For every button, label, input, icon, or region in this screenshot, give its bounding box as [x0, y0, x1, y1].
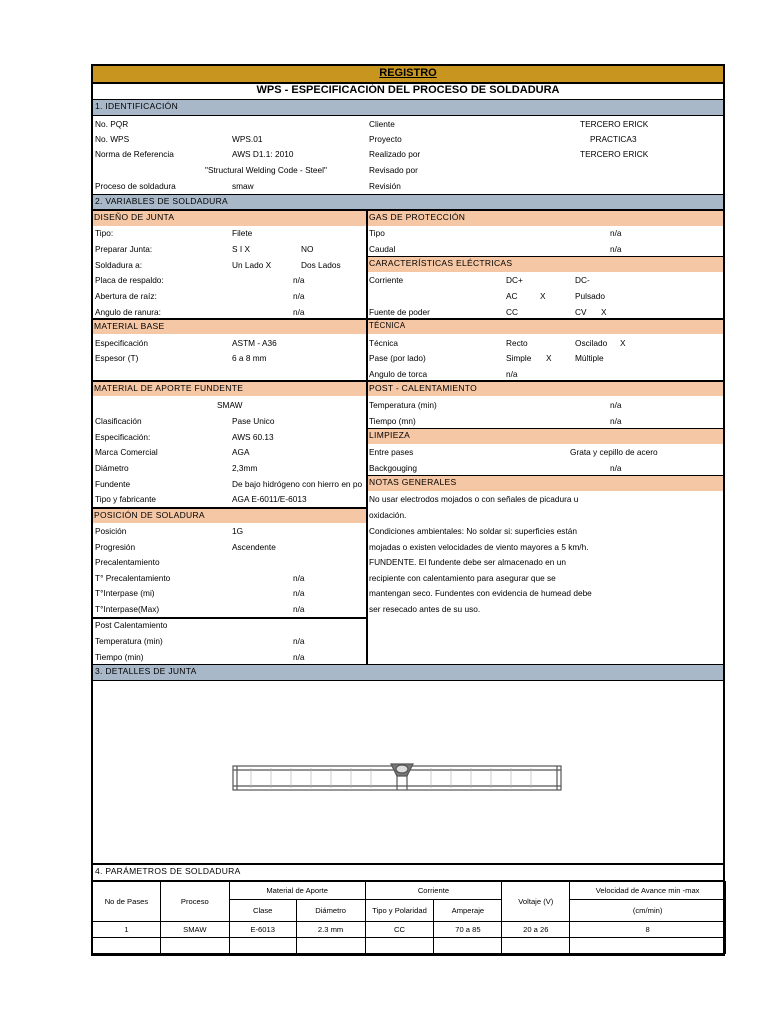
posicion-label: Posición [95, 526, 127, 536]
back-value: n/a [610, 463, 622, 473]
tinter-min-value: n/a [293, 588, 305, 598]
simple: Simple [506, 353, 532, 363]
cv-x: X [601, 307, 607, 317]
wps-form [91, 64, 725, 956]
nota-line: recipiente con calentamiento para asegurar que se [369, 573, 556, 583]
precal-label: Precalentamiento [95, 557, 160, 567]
nota-line: oxidación. [369, 510, 407, 520]
th-pases: No de Pases [93, 882, 161, 922]
tprecal-value: n/a [293, 573, 305, 583]
norma-value: AWS D1.1: 2010 [232, 149, 294, 159]
cell-clase: E-6013 [229, 922, 296, 938]
corriente-label: Corriente [369, 275, 404, 285]
page-title: WPS - ESPECIFICACIÓN DEL PROCESO DE SOLDADURA [256, 84, 560, 96]
espesor-value: 6 a 8 mm [232, 353, 267, 363]
proyecto-value: PRACTICA3 [590, 134, 637, 144]
soldadura-v2: Dos Lados [301, 260, 341, 270]
proceso-value: smaw [232, 181, 254, 191]
cc-label: CC [506, 307, 518, 317]
tipo-fabricante-label: Tipo y fabricante [95, 494, 157, 504]
cell-tipo: CC [365, 922, 434, 938]
parametros-table [92, 881, 726, 954]
subsection-diseno: DISEÑO DE JUNTA [93, 210, 366, 226]
caudal-label: Caudal [369, 244, 396, 254]
cell-pases: 1 [93, 922, 161, 938]
revision-label: Revisión [369, 181, 401, 191]
cliente-label: Cliente [369, 119, 395, 129]
mb-espec-label: Especificación [95, 338, 149, 348]
espesor-label: Espesor (T) [95, 353, 139, 363]
multiple: Múltiple [575, 353, 604, 363]
caudal-value: n/a [610, 244, 622, 254]
section-detalles: 3. DETALLES DE JUNTA [93, 664, 723, 681]
angulo-torca-value: n/a [506, 369, 518, 379]
subsection-tecnica: TÉCNICA [368, 318, 723, 334]
subsection-gas: GAS DE PROTECCIÓN [368, 210, 723, 226]
oscilado-x: X [620, 338, 626, 348]
diametro-value: 2,3mm [232, 463, 258, 473]
cell-voltaje: 20 a 26 [502, 922, 570, 938]
tinter-max-label: T°Interpase(Max) [95, 604, 160, 614]
dc-plus: DC+ [506, 275, 523, 285]
realizado-label: Realizado por [369, 149, 421, 159]
pc-temp-value: n/a [293, 636, 305, 646]
norma-label: Norma de Referencia [95, 149, 174, 159]
table-row [93, 922, 726, 938]
th-velocidad: Velocidad de Avance min -max [570, 882, 726, 900]
entre-value: Grata y cepillo de acero [570, 447, 658, 457]
nota-line: mojadas o existen velocidades de viento mayores a 5 km/h. [369, 542, 589, 552]
mb-espec-value: ASTM - A36 [232, 338, 277, 348]
pc-tiempo-value: n/a [293, 652, 305, 662]
fundente-value: De bajo hidrógeno con hierro en po [232, 479, 363, 489]
cliente-value: TERCERO ERICK [580, 119, 649, 129]
nota-line: Condiciones ambientales: No soldar si: superficies están [369, 526, 577, 536]
abertura-value: n/a [293, 291, 305, 301]
th-diametro: Diámetro [296, 900, 365, 922]
post-tiempo-label: Tiempo (mn) [369, 416, 416, 426]
no-wps-label: No. WPS [95, 134, 130, 144]
preparar-no: NO [301, 244, 314, 254]
progresion-label: Progresión [95, 542, 136, 552]
tipo-label: Tipo: [95, 228, 114, 238]
cell-proceso: SMAW [160, 922, 229, 938]
angulo-value: n/a [293, 307, 305, 317]
norma-value-2: "Structural Welding Code - Steel" [205, 165, 327, 175]
entre-label: Entre pases [369, 447, 414, 457]
marca-label: Marca Comercial [95, 447, 158, 457]
aporte-smaw: SMAW [217, 400, 243, 410]
no-pqr-label: No. PQR [95, 119, 129, 129]
post-tiempo-value: n/a [610, 416, 622, 426]
subsection-material-base: MATERIAL BASE [93, 318, 366, 334]
gas-tipo-value: n/a [610, 228, 622, 238]
tprecal-label: T° Precalentamiento [95, 573, 171, 583]
section-parametros: 4. PARÁMETROS DE SOLDADURA [93, 865, 723, 881]
placa-label: Placa de respaldo: [95, 275, 164, 285]
cell-amperaje: 70 a 85 [434, 922, 502, 938]
ap-espec-value: AWS 60.13 [232, 432, 274, 442]
section-variables: 2. VARIABLES DE SOLDADURA [93, 194, 723, 210]
cv-label: CV [575, 307, 587, 317]
ac-label: AC [506, 291, 518, 301]
preparar-si: S I X [232, 244, 250, 254]
subsection-notas: NOTAS GENERALES [368, 475, 723, 491]
nota-line: ser resecado antes de su uso. [369, 604, 481, 614]
section-identificacion: 1. IDENTIFICACIÓN [93, 99, 723, 116]
soldadura-v1: Un Lado X [232, 260, 272, 270]
th-corriente: Corriente [365, 882, 502, 900]
ap-espec-label: Especificación: [95, 432, 151, 442]
realizado-value: TERCERO ERICK [580, 149, 649, 159]
diametro-label: Diámetro [95, 463, 129, 473]
th-proceso: Proceso [160, 882, 229, 922]
clasif-value: Pase Unico [232, 416, 275, 426]
th-tipo: Tipo y Polaridad [365, 900, 434, 922]
tinter-min-label: T°Interpase (mi) [95, 588, 155, 598]
ac-x: X [540, 291, 546, 301]
fundente-label: Fundente [95, 479, 131, 489]
pc-tiempo-label: Tiempo (min) [95, 652, 144, 662]
nota-line: FUNDENTE. El fundente debe ser almacenado en un [369, 557, 566, 567]
marca-value: AGA [232, 447, 250, 457]
tipo-value: Filete [232, 228, 253, 238]
preparar-label: Preparar Junta: [95, 244, 153, 254]
oscilado: Oscilado [575, 338, 608, 348]
registro-bar [93, 66, 723, 82]
post-temp-value: n/a [610, 400, 622, 410]
th-cmmin: (cm/min) [570, 900, 726, 922]
back-label: Backgouging [369, 463, 417, 473]
registro-title: REGISTRO [379, 67, 437, 79]
tinter-max-value: n/a [293, 604, 305, 614]
fuente-label: Fuente de poder [369, 307, 430, 317]
post-temp-label: Temperatura (min) [369, 400, 437, 410]
revisado-label: Revisado por [369, 165, 418, 175]
subsection-posicion: POSICIÓN DE SOLADURA [93, 507, 366, 523]
progresion-value: Ascendente [232, 542, 276, 552]
pase-label: Pase (por lado) [369, 353, 426, 363]
tecnica-label: Técnica [369, 338, 399, 348]
pc-temp-label: Temperatura (min) [95, 636, 163, 646]
cell-diametro: 2.3 mm [296, 922, 365, 938]
soldadura-label: Soldadura a: [95, 260, 143, 270]
no-wps-value: WPS.01 [232, 134, 263, 144]
subsection-aporte: MATERIAL DE APORTE FUNDENTE [93, 380, 366, 396]
subsection-electricas: CARACTERÍSTICAS ELÉCTRICAS [368, 256, 723, 272]
placa-value: n/a [293, 275, 305, 285]
abertura-label: Abertura de raíz: [95, 291, 157, 301]
joint-drawing [231, 760, 565, 800]
angulo-label: Angulo de ranura: [95, 307, 161, 317]
nota-line: mantengan seco. Fundentes con evidencia de humead debe [369, 588, 592, 598]
cell-velocidad: 8 [570, 922, 726, 938]
table-row [93, 938, 726, 954]
posicion-value: 1G [232, 526, 244, 536]
th-material: Material de Aporte [229, 882, 365, 900]
proceso-label: Proceso de soldadura [95, 181, 176, 191]
tipo-fabricante-value: AGA E-6011/E-6013 [232, 494, 307, 504]
th-voltaje: Voltaje (V) [502, 882, 570, 922]
pulsado: Pulsado [575, 291, 605, 301]
subsection-limpieza: LIMPIEZA [368, 428, 723, 444]
proyecto-label: Proyecto [369, 134, 402, 144]
clasif-label: Clasificación [95, 416, 142, 426]
nota-line: No usar electrodos mojados o con señales de picadura u [369, 494, 579, 504]
gas-tipo-label: Tipo [369, 228, 385, 238]
subsection-post: POST - CALENTAMIENTO [368, 380, 723, 396]
recto: Recto [506, 338, 528, 348]
angulo-torca-label: Angulo de torca [369, 369, 428, 379]
th-amperaje: Amperaje [434, 900, 502, 922]
simple-x: X [546, 353, 552, 363]
th-clase: Clase [229, 900, 296, 922]
postcal-label: Post Calentamiento [95, 620, 168, 630]
dc-minus: DC- [575, 275, 590, 285]
